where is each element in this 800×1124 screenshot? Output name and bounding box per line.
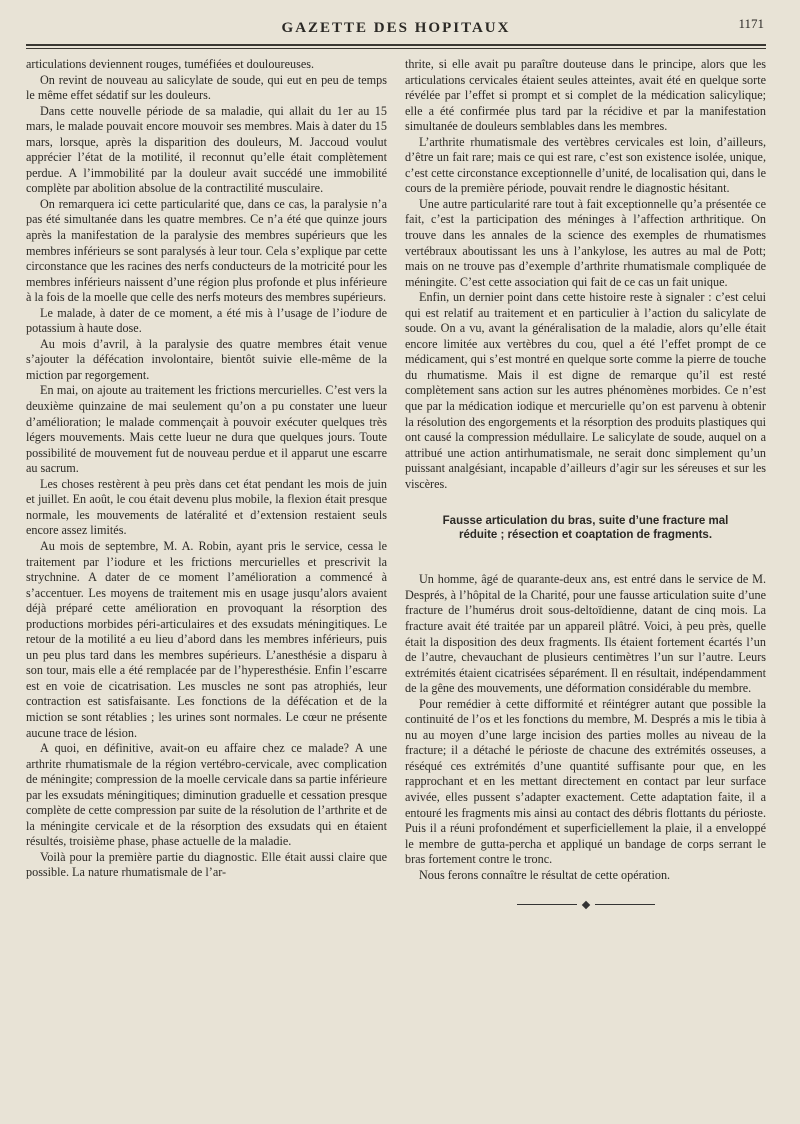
paragraph: articulations deviennent rouges, tuméfiées et douloureuses. bbox=[26, 57, 315, 71]
paragraph: Pour remédier à cette difformité et réintégrer autant que possible la continuité de l’os et les fonctions du membre, M. Després a mis le tibia à nu au moyen d’une large incision des parties molles au niveau de la fracture; il a détaché le périoste de chacune des extrémités osseuses, a réséqué ces extrémités d’une quantité suffisante pour que, en les rapprochant et en les mettant directement en contact par leur surface avivée, elles pussent s’adapter exactement. Cette adaptation faite, il a entouré les fragments mis ainsi au contact des débris flottants du périoste. Puis il a réuni profondément et superficiellement la plaie, il a enveloppé le membre de gutta-percha et appliqué un bandage de corps serrant le bras fortement contre le tronc. bbox=[405, 696, 766, 867]
right-column-text bbox=[405, 57, 766, 492]
paragraph: Une autre particularité rare tout à fait exceptionnelle qu’a présentée ce fait, c’est la participation des méninges à l’affection arthritique. On trouve dans les annales de la science des exemples de rhumatismes vertébraux aboutissant les uns à l’ankylose, les autres au mal de Pott; mais on ne trouve pas d’exemple d’arthrite rhumatismale compliquée de méningite. C’est cette association qui fait de ce cas un fait unique. bbox=[405, 196, 766, 289]
article-columns bbox=[26, 57, 766, 913]
page-header bbox=[26, 14, 766, 40]
paragraph: L’arthrite rhumatismale des vertèbres cervicales est loin, d’ailleurs, d’être un fait rare; mais ce qui est rare, c’est son existence isolée, unique, c’est cette circonstance exceptionnelle d’unité, de localisation qui, dans le cours de la première période, pouvait rendre le diagnostic hésitant. bbox=[405, 134, 766, 196]
paragraph: Enfin, un dernier point dans cette histoire reste à signaler : c’est celui qui est relatif au traitement et en particulier à l’action du salicylate de soude. On a vu, avant la généralisation de la maladie, alors qu’elle était encore limitée aux vertèbres du cou, quel a été l’effet prompt de ce médicament, qui s’est montré en quelque sorte comme la pierre de touche du rhumatisme. Mais il est digne de remarque qu’il est resté complètement sans action sur les autres phénomènes morbides. Ce n’est que par la médication iodique et mercurielle qu’on est parvenu à obtenir la résolution des engorgements et la résorption des produits plastiques qui ont causé la compression médullaire. Le salicylate de soude, auquel on a attribué une action antirhumatismale, ne serait donc simplement qu’un puissant analgésiant, incapable d’ailleurs d’agir sur les séreuses et sur les viscères. bbox=[405, 290, 766, 491]
section-title bbox=[405, 514, 766, 542]
page-number: 1171 bbox=[738, 16, 764, 31]
paragraph: thrite, si elle avait pu paraître douteuse dans le principe, alors que les articulations cervicales étaient seules atteintes, avait été en quelque sorte révélée par l’effet si prompt et si complet de la médication salicylique; elle a été confirmée plus tard par la récidive et par la manifestation simultanée de douleurs semblables dans les membres. bbox=[405, 57, 766, 134]
paragraph: Dans cette nouvelle période de sa maladie, qui allait du 1er au 15 mars, le malade pouvait encore mouvoir ses membres. Mais à dater du 15 mars, lorsque, après la disparition des douleurs, M. Jaccoud voulut apprécier l’état de la motilité, il reconnut qu’elle était complètement perdue. A l’immobilité par la douleur avait succédé une immobilité complète par abolition absolue de la contractilité musculaire. bbox=[26, 103, 387, 196]
right-column-second-article bbox=[405, 572, 766, 883]
right-column bbox=[405, 57, 766, 913]
paragraph: Le malade, à dater de ce moment, a été mis à l’usage de l’iodure de potassium à haute dose. bbox=[26, 305, 387, 336]
section-title-line-2: réduite ; résection et coaptation de fragments. bbox=[458, 529, 713, 542]
running-title: GAZETTE DES HOPITAUX bbox=[281, 20, 511, 36]
paragraph: A quoi, en définitive, avait-on eu affaire chez ce malade? A une arthrite rhumatismale de la région vertébro-cervicale, avec complication de méningite; compression de la moelle cervicale dans sa partie inférieure par les exsudats méningitiques; diminution graduelle et cessation presque complète de cette compression par suite de la résolution de l’arthrite et de la méningite cervicale et de la résorption des exsudats qui en étaient résultés, troisième phase, phase actuelle de la maladie. bbox=[26, 741, 387, 849]
paragraph: Au mois de septembre, M. A. Robin, ayant pris le service, cessa le traitement par l’iodure et les frictions mercurielles et prescrivit la strychnine. A dater de ce moment l’amélioration a commencé à s’accentuer. Les moyens de traitement mis en usage jusqu’alors avaient déjà préparé cette amélioration en provoquant la résorption des productions morbides péri-articulaires et des exsudats méningitiques. Le retour de la motilité a eu lieu d’abord dans les membres inférieurs, puis un peu plus tard dans les membres supérieurs. L’anesthésie a disparu à son tour, mais elle a été remplacée par de l’hyperesthésie. Enfin l’escarre est en voie de cicatrisation. Les muscles ne sont pas atrophiés, leur contraction est satisfaisante. Les fonctions de la défécation et de la miction se sont rétablies ; les urines sont normales. Le cœur ne présente aucune trace de lésion. bbox=[26, 538, 387, 740]
header-rule-thin bbox=[26, 48, 766, 49]
end-ornament bbox=[405, 897, 766, 913]
header-rule bbox=[26, 44, 766, 46]
paragraph: En mai, on ajoute au traitement les frictions mercurielles. C’est vers la deuxième quinzaine de mai seulement qu’on a pu constater une lueur d’amélioration; le malade commençait à pouvoir exécuter quelques très légers mouvements. Mais cette lueur ne dura que quelques jours. Toute possibilité de mouvement fut de nouveau perdue et il apparut une escarre au sacrum. bbox=[26, 383, 387, 476]
paragraph: On remarquera ici cette particularité que, dans ce cas, la paralysie n’a pas été simultanée dans les quatre membres. Ce n’a été que quinze jours après la manifestation de la paralysie des membres supérieurs que les membres inférieurs se sont paralysés à leur tour. Cela s’explique par cette circonstance que les racines des nerfs conducteurs de la motricité pour les membres inférieurs naissent d’une région plus profonde et plus inférieure à la fois de la moelle que celle des nerfs moteurs des membres supérieurs. bbox=[26, 196, 387, 305]
paragraph: Voilà pour la première partie du diagnostic. Elle était aussi claire que possible. La nature rhumatismale de l’ar- bbox=[26, 849, 387, 880]
paragraph: Au mois d’avril, à la paralysie des quatre membres était venue s’ajouter la défécation involontaire, bientôt suivie elle-même de la miction par regorgement. bbox=[26, 336, 387, 382]
paragraph: Un homme, âgé de quarante-deux ans, est entré dans le service de M. Després, à l’hôpital de la Charité, pour une fausse articulation suite d’une fracture de l’humérus droit sous-deltoïdienne, datant de cinq mois. La fracture avait été traitée par un appareil plâtré. Voici, à peu près, quelle était la disposition des deux fragments. Ils étaient fortement écartés l’un de l’autre, chevauchant de plusieurs centimètres l’un sur l’autre. Leurs extrémités étaient cicatrisées séparément. Il en résultait, indépendamment de la gêne des mouvements, une déformation considérable du membre. bbox=[405, 572, 766, 696]
paragraph: On revint de nouveau au salicylate de soude, qui eut en peu de temps le même effet sédatif sur les douleurs. bbox=[26, 72, 387, 103]
paragraph: Nous ferons connaître le résultat de cette opération. bbox=[419, 867, 671, 882]
paragraph: Les choses restèrent à peu près dans cet état pendant les mois de juin et juillet. En août, le cou était devenu plus mobile, la flexion était presque normale, les mouvements de latéralité et d’extension restaient seuls encore assez limités. bbox=[26, 476, 387, 538]
left-column bbox=[26, 57, 387, 913]
section-title-line-1: Fausse articulation du bras, suite d’une fracture mal bbox=[442, 515, 729, 528]
